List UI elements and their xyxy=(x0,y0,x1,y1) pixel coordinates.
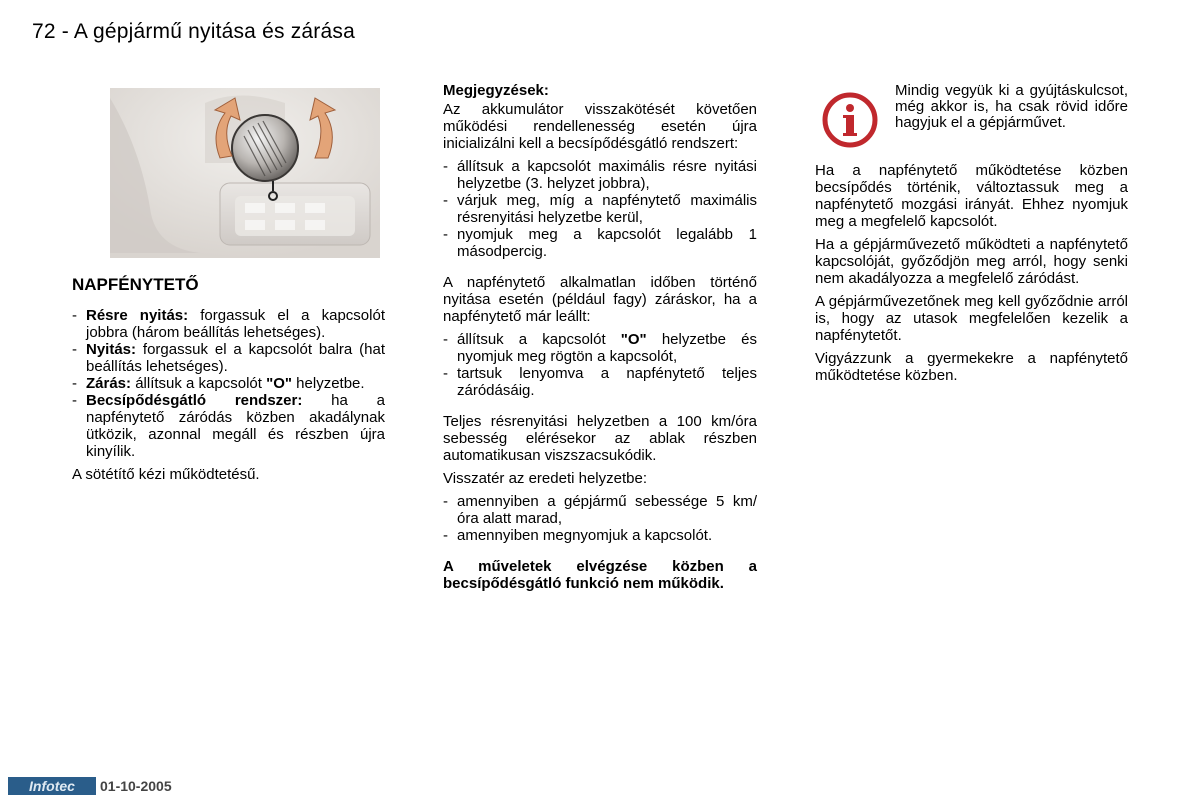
infotec-logo: Infotec xyxy=(8,777,96,795)
list-item: - amennyiben megnyomjuk a kapcsolót. xyxy=(443,527,757,544)
list-item: - Résre nyitás: forgassuk el a kapcsolót jobbra (három beállítás lehetséges). xyxy=(72,307,385,341)
list-item: - tartsuk lenyomva a napfénytető teljes záródásáig. xyxy=(443,365,757,399)
paragraph: A napfénytető alkalmatlan időben történő nyitása esetén (például fagy) záráskor, ha a napfénytető már leállt: xyxy=(443,274,757,325)
section-title: NAPFÉNYTETŐ xyxy=(72,275,199,294)
paragraph: A gépjárművezetőnek meg kell győződnie arról is, hogy az utasok megfelelően kezelik a napfénytetőt. xyxy=(815,293,1128,344)
info-icon xyxy=(822,92,878,148)
column-right xyxy=(815,162,1128,390)
column-left xyxy=(72,307,385,489)
blind-note: A sötétítő kézi működtetésű. xyxy=(72,466,260,483)
paragraph: Teljes résrenyitási helyzetben a 100 km/óra sebesség elérésekor az ablak részben automatikusan viszszacsukódik. xyxy=(443,413,757,464)
list-item: - amennyiben a gépjármű sebessége 5 km/óra alatt marad, xyxy=(443,493,757,527)
sunroof-switch-illustration xyxy=(110,88,380,258)
frost-steps-list xyxy=(443,331,757,399)
list-item: - állítsuk a kapcsolót maximális résre nyitási helyzetbe (3. helyzet jobbra), xyxy=(443,158,757,192)
notes-heading: Megjegyzések: xyxy=(443,82,549,99)
sunroof-operations-list xyxy=(72,307,385,460)
footer-date: 01-10-2005 xyxy=(100,778,172,794)
paragraph: Ha a napfénytető működtetése közben becsípődés történik, változtassuk meg a napfénytető mozgási irányát. Ehhez nyomjuk meg a megfelelő kapcsolót. xyxy=(815,162,1128,230)
list-item: - Becsípődésgátló rendszer: ha a napfénytető záródás közben akadálynak ütközik, azonnal megáll és részben újra kinyílik. xyxy=(72,392,385,460)
list-item: - állítsuk a kapcsolót "O" helyzetbe és nyomjuk meg rögtön a kapcsolót, xyxy=(443,331,757,365)
list-item: - Nyitás: forgassuk el a kapcsolót balra (hat beállítás lehetséges). xyxy=(72,341,385,375)
column-middle xyxy=(443,82,757,598)
return-conditions-list xyxy=(443,493,757,544)
page-title: 72 - A gépjármű nyitása és zárása xyxy=(32,20,355,43)
paragraph: Vigyázzunk a gyermekekre a napfénytető működtetése közben. xyxy=(815,350,1128,384)
list-item: - Zárás: állítsuk a kapcsolót "O" helyzetbe. xyxy=(72,375,385,392)
list-item: - nyomjuk meg a kapcsolót legalább 1 másodpercig. xyxy=(443,226,757,260)
reinit-steps-list xyxy=(443,158,757,260)
paragraph: Visszatér az eredeti helyzetbe: xyxy=(443,470,648,487)
paragraph: Ha a gépjárművezető működteti a napfénytető kapcsolóját, győződjön meg arról, hogy senki nem akadályozza a megfelelő záródást. xyxy=(815,236,1128,287)
warning-text: A műveletek elvégzése közben a becsípődésgátló funkció nem működik. xyxy=(443,558,757,592)
info-note: Mindig vegyük ki a gyújtáskulcsot, még akkor is, ha csak rövid időre hagyjuk el a gépjárművet. xyxy=(895,82,1128,131)
list-item: - várjuk meg, míg a napfénytető maximális résrenyitási helyzetbe kerül, xyxy=(443,192,757,226)
paragraph: Az akkumulátor visszakötését követően működési rendellenesség esetén újra inicializálni kell a becsípődésgátló rendszert: xyxy=(443,101,757,152)
